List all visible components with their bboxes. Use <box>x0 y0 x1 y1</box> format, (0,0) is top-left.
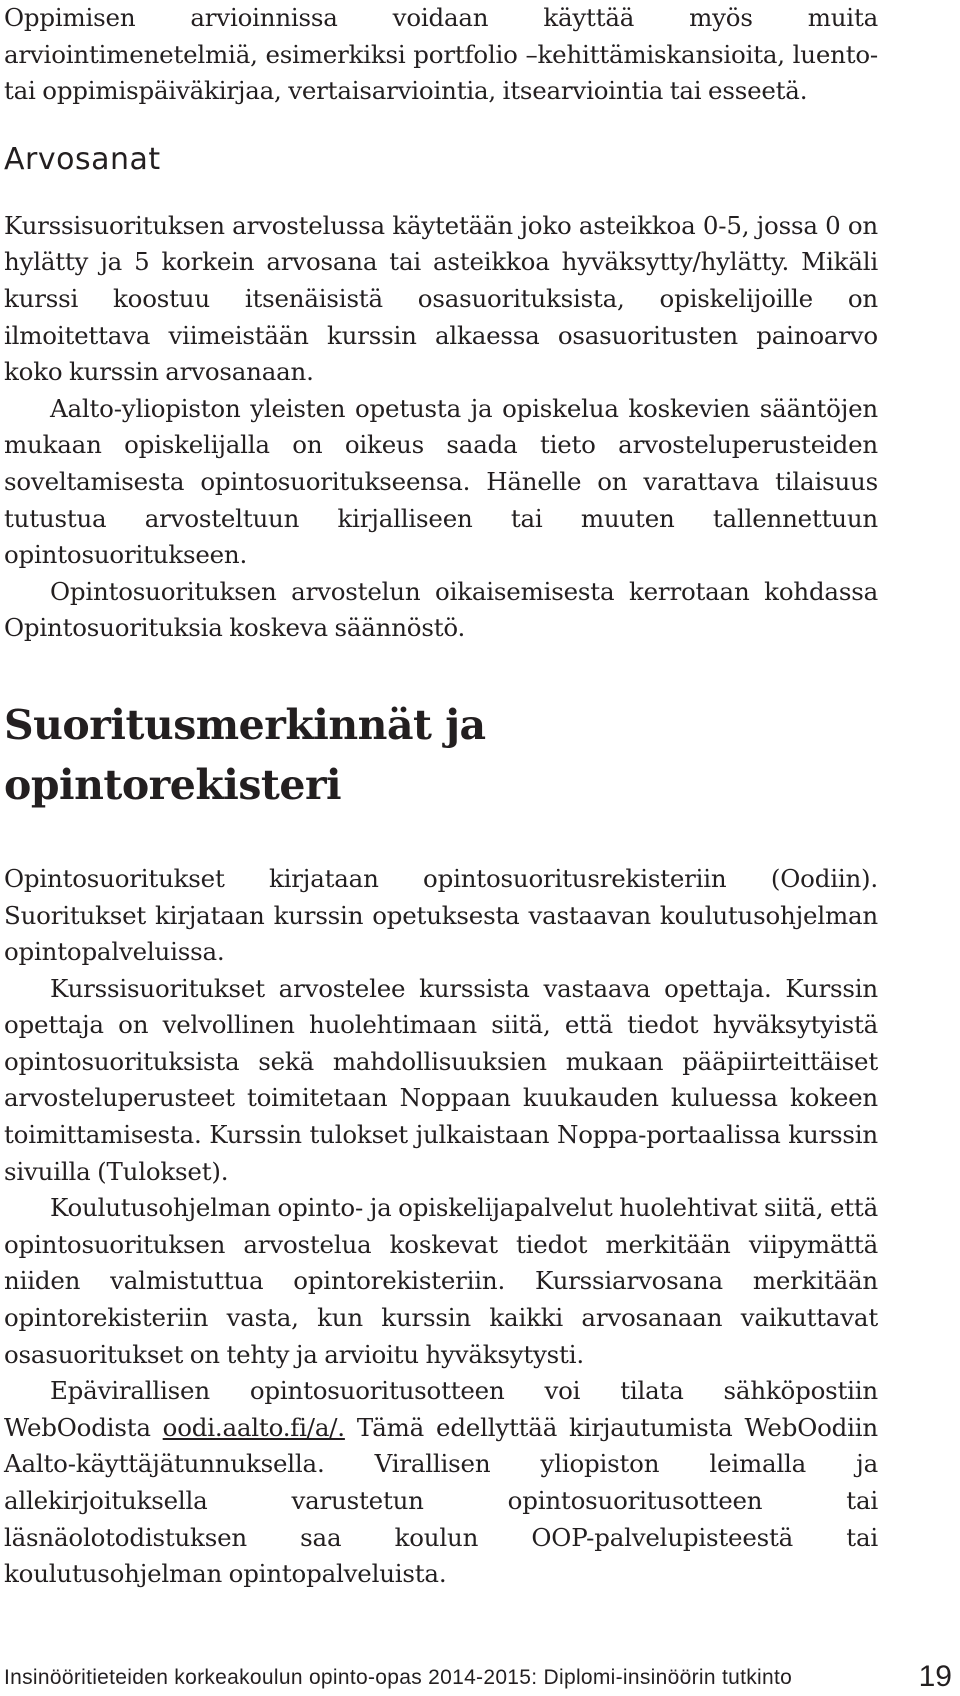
page-footer <box>4 1660 956 1693</box>
arvosanat-paragraph-3: Opintosuorituksen arvostelun oikaisemisesta kerrotaan kohdassa Opintosuorituksia koskeva säännöstö. <box>4 576 878 643</box>
arvosanat-paragraph-2: Aalto-yliopiston yleisten opetusta ja opiskelua koskevien sääntöjen mukaan opiskelijalla on oikeus saada tieto arvosteluperusteiden soveltamisesta opintosuoritukseensa. Hänelle on varattava tilaisuus tutustua arvosteltuun kirjalliseen tai muuten tallennettuun opintosuoritukseen. <box>4 393 878 570</box>
heading-line-1: Suoritusmerkinnät ja <box>4 700 486 749</box>
paragraph-text-after-link: Tämä edellyttää kirjautumista WebOodiin Aalto-käyttäjätunnuksella. Virallisen yliopiston leimalla ja allekirjoituksella varustetun opintosuoritusotteen tai läsnäolotodistuksen saa koulun OOP-palvelupisteestä tai koulutusohjelman opintopalveluista. <box>4 1412 878 1589</box>
arvosanat-paragraph-1: Kurssisuorituksen arvostelussa käytetään joko asteikkoa 0-5, jossa 0 on hylätty ja 5 korkein arvosana tai asteikkoa hyväksytty/hylätty. Mikäli kurssi koostuu itsenäisistä osasuorituksista, opiskelijoille on ilmoitettava viimeistään kurssin alkaessa osasuoritusten painoarvo koko kurssin arvosanaan. <box>4 210 878 387</box>
oodi-link[interactable]: oodi.aalto.fi/a/. <box>162 1412 345 1442</box>
footer-title: Insinööritieteiden korkeakoulun opinto-opas 2014-2015: Diplomi-insinöörin tutkinto <box>4 1666 793 1689</box>
intro-paragraph: Oppimisen arvioinnissa voidaan käyttää myös muita arviointimenetelmiä, esimerkiksi portfolio –kehittämiskansioita, luento- tai oppimispäiväkirjaa, vertaisarviointia, itsearviointia tai esseetä. <box>4 3 878 106</box>
page-content <box>4 0 878 1593</box>
suoritusmerkinnat-paragraph-4 <box>4 1373 878 1593</box>
page-number: 19 <box>918 1660 952 1693</box>
suoritusmerkinnat-body <box>4 861 878 1593</box>
suoritusmerkinnat-paragraph-2: Kurssisuoritukset arvostelee kurssista vastaava opettaja. Kurssin opettaja on velvollinen huolehtimaan siitä, että tiedot hyväksytyistä opintosuorituksista sekä mahdollisuuksien mukaan pääpiirteittäiset arvosteluperusteet toimitetaan Noppaan kuukauden kuluessa kokeen toimittamisesta. Kurssin tulokset julkaistaan Noppa-portaalissa kurssin sivuilla (Tulokset). <box>4 973 878 1186</box>
suoritusmerkinnat-paragraph-1: Opintosuoritukset kirjataan opintosuoritusrekisteriin (Oodiin). Suoritukset kirjataan kurssin opetuksesta vastaavan koulutusohjelman opintopalveluissa. <box>4 863 878 967</box>
paragraph-text-before-link: Epävirallisen opintosuoritusotteen voi tilata sähköpostiin WebOodista <box>4 1376 878 1442</box>
section-heading-suoritusmerkinnat <box>4 695 878 815</box>
section-heading-arvosanat: Arvosanat <box>4 141 161 177</box>
heading-line-2: opintorekisteri <box>4 760 342 809</box>
suoritusmerkinnat-paragraph-3: Koulutusohjelman opinto- ja opiskelijapalvelut huolehtivat siitä, että opintosuorituksen arvostelua koskevat tiedot merkitään viipymättä niiden valmistuttua opintorekisteriin. Kurssiarvosana merkitään opintorekisteriin vasta, kun kurssin kaikki arvosanaan vaikuttavat osasuoritukset on tehty ja arvioitu hyväksytysti. <box>4 1193 878 1369</box>
arvosanat-body <box>4 208 878 647</box>
